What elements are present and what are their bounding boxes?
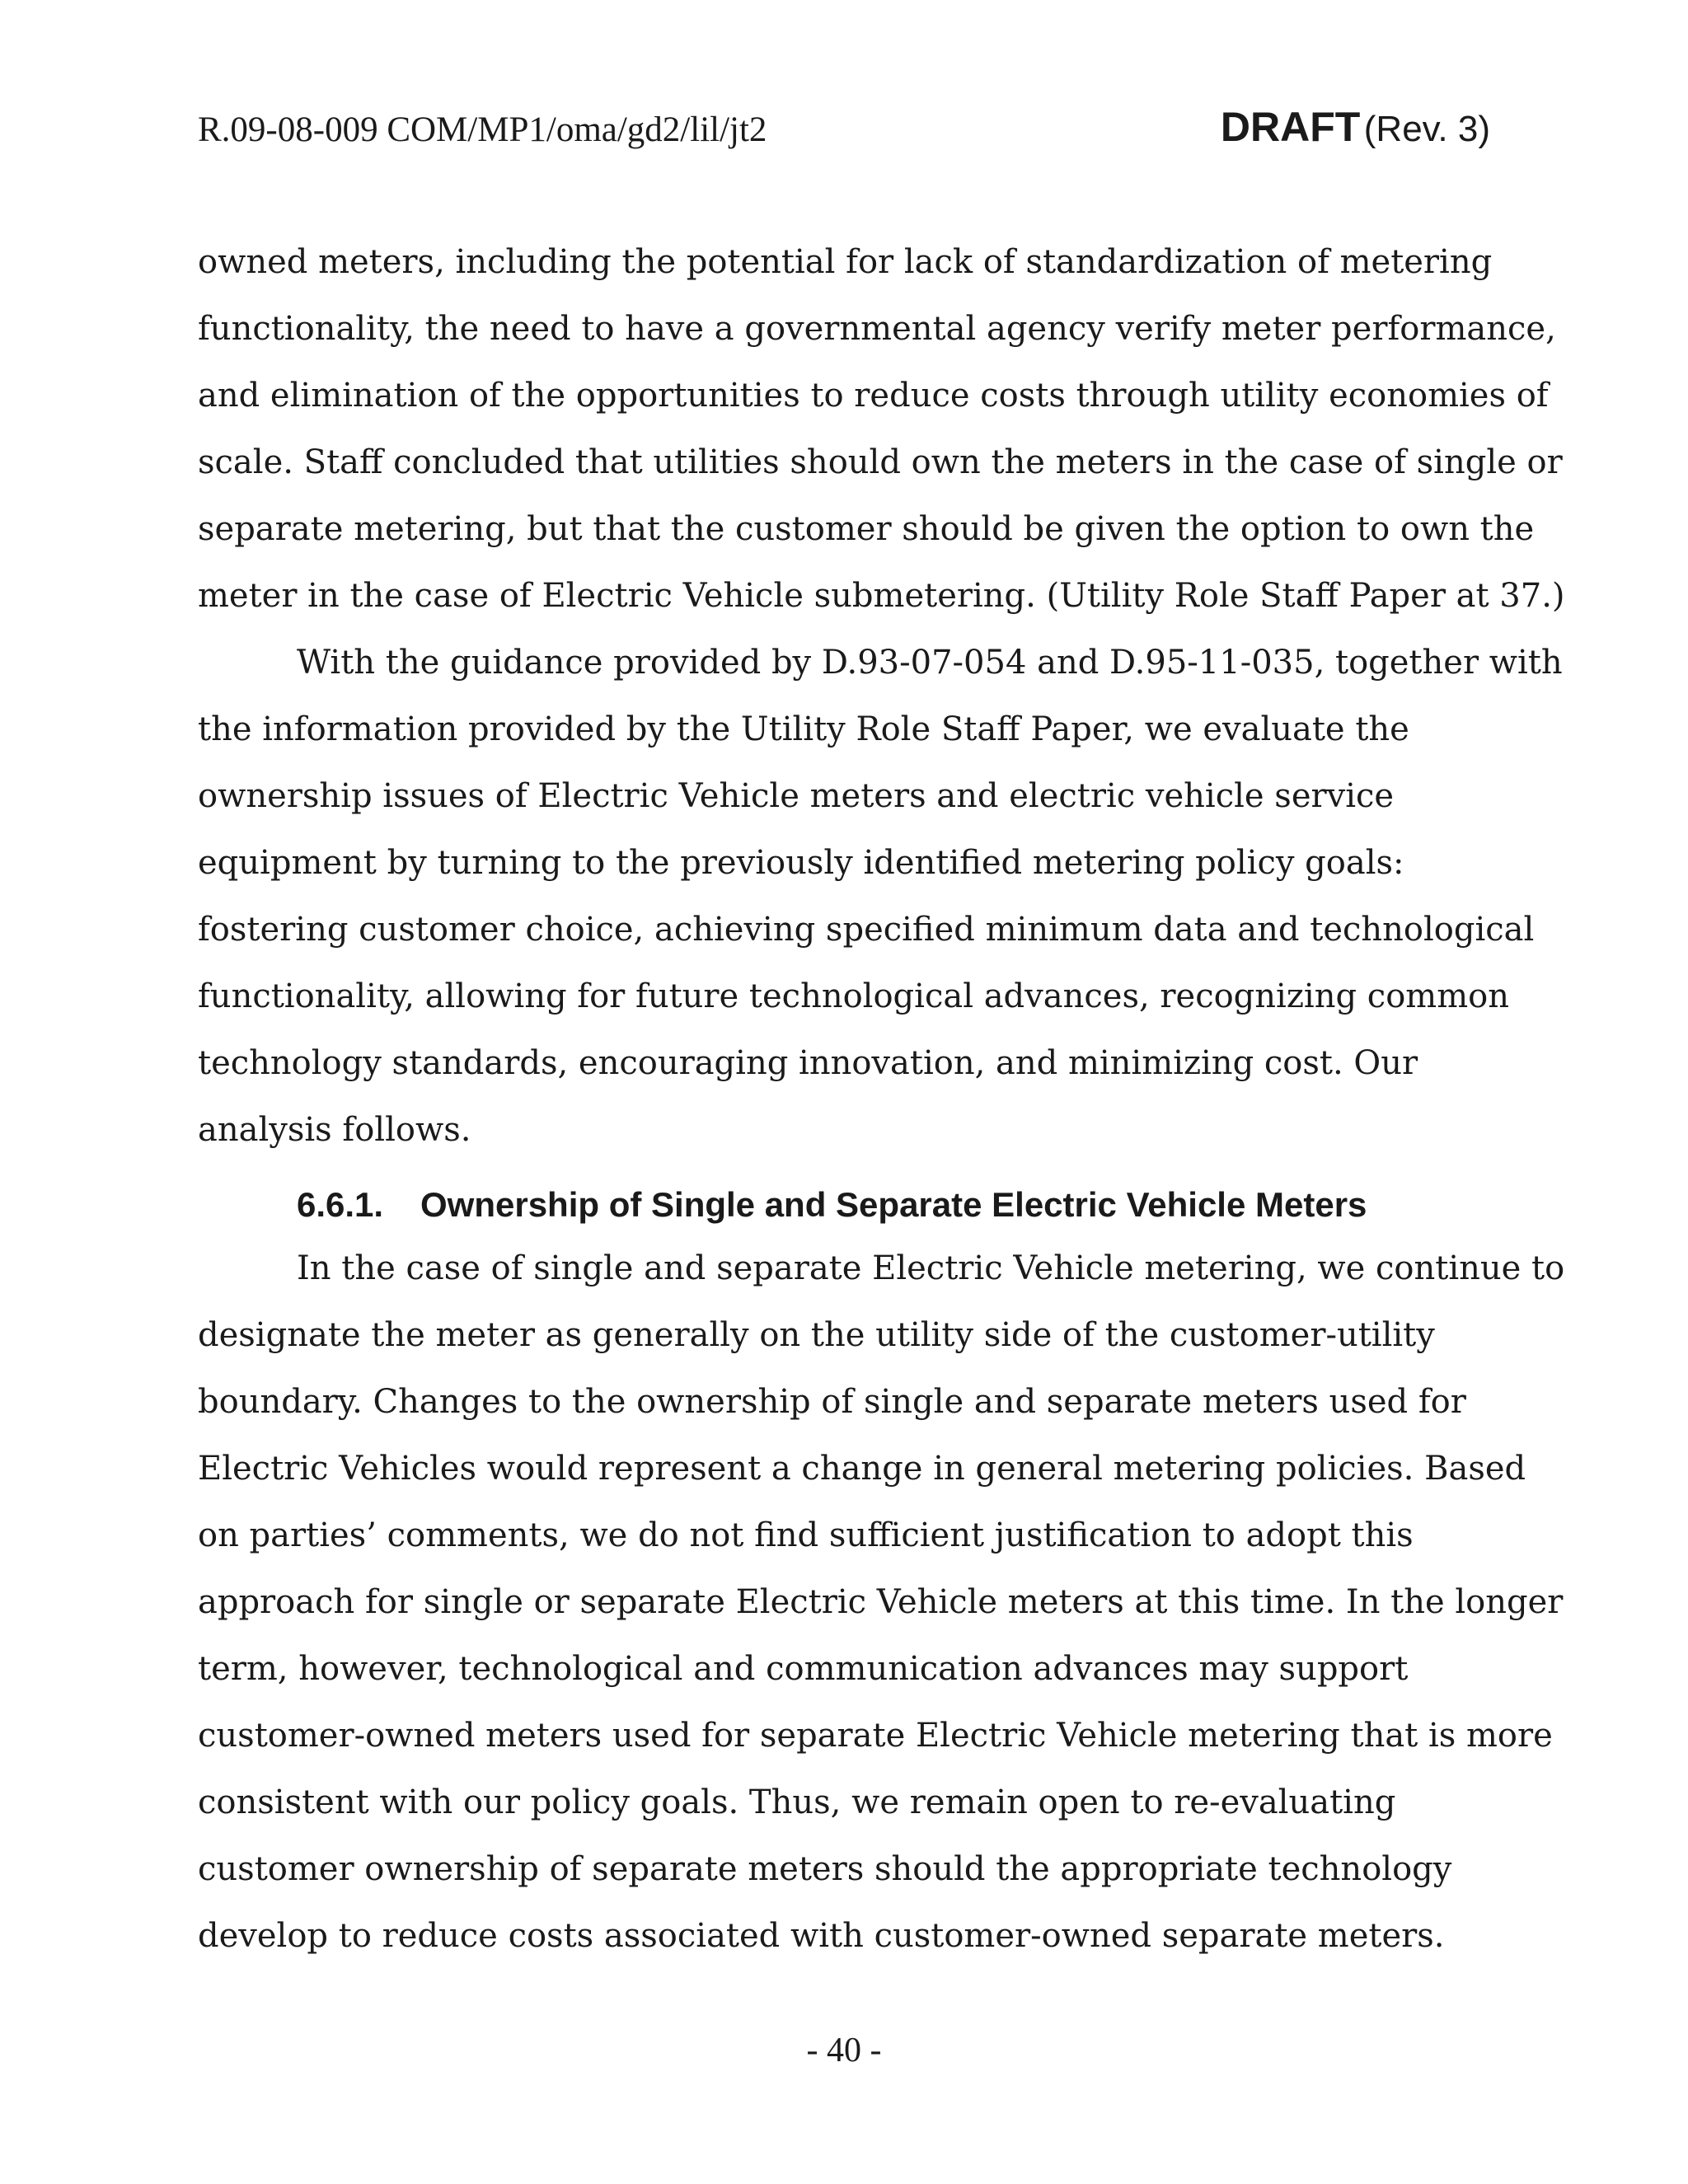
text-line: meter in the case of Electric Vehicle submetering. (Utility Role Staff Paper at 37.) — [198, 577, 1565, 615]
draft-header — [1221, 102, 1490, 162]
text-line: designate the meter as generally on the utility side of the customer-utility — [198, 1316, 1435, 1354]
text-line: separate metering, but that the customer should be given the option to own the — [198, 510, 1535, 548]
draft-label: DRAFT — [1220, 104, 1361, 150]
text-line: the information provided by the Utility Role Staff Paper, we evaluate the — [198, 710, 1409, 748]
text-line: In the case of single and separate Electric Vehicle metering, we continue to — [297, 1249, 1565, 1287]
text-line: owned meters, including the potential for lack of standardization of metering — [198, 243, 1493, 281]
text-line: scale. Staff concluded that utilities should own the meters in the case of single or — [198, 443, 1563, 481]
text-line: develop to reduce costs associated with customer-owned separate meters. — [198, 1917, 1445, 1955]
text-line: consistent with our policy goals. Thus, we remain open to re-evaluating — [198, 1783, 1396, 1821]
paragraph-continued — [198, 229, 1565, 630]
text-line: ownership issues of Electric Vehicle meters and electric vehicle service — [198, 777, 1395, 815]
text-line: term, however, technological and communication advances may support — [198, 1650, 1409, 1688]
text-line: functionality, the need to have a governmental agency verify meter performance, — [198, 310, 1556, 348]
page-number: - 40 - — [806, 2032, 882, 2069]
text-line: and elimination of the opportunities to reduce costs through utility economies of — [198, 377, 1549, 415]
docket-header: R.09-08-009 COM/MP1/oma/gd2/lil/jt2 — [198, 110, 767, 149]
section-title: Ownership of Single and Separate Electric Vehicle Meters — [420, 1185, 1367, 1224]
text-line: fostering customer choice, achieving specified minimum data and technological — [198, 911, 1535, 949]
text-line: analysis follows. — [198, 1111, 471, 1149]
paragraph-ownership — [198, 1235, 1565, 1970]
text-line: With the guidance provided by D.93-07-054 and D.95-11-035, together with — [297, 644, 1563, 682]
text-line: boundary. Changes to the ownership of single and separate meters used for — [198, 1383, 1466, 1421]
section-heading — [297, 1180, 1367, 1230]
paragraph-guidance — [198, 630, 1563, 1164]
text-line: approach for single or separate Electric Vehicle meters at this time. In the longer — [198, 1583, 1564, 1621]
text-line: equipment by turning to the previously identified metering policy goals: — [198, 844, 1404, 882]
text-line: Electric Vehicles would represent a change in general metering policies. Based — [198, 1450, 1526, 1488]
text-line: customer ownership of separate meters should the appropriate technology — [198, 1850, 1452, 1888]
revision-label: (Rev. 3) — [1363, 109, 1490, 149]
text-line: technology standards, encouraging innovation, and minimizing cost. Our — [198, 1044, 1418, 1082]
text-line: customer-owned meters used for separate Electric Vehicle metering that is more — [198, 1717, 1553, 1755]
section-number: 6.6.1. — [297, 1185, 384, 1224]
text-line: on parties’ comments, we do not find sufficient justification to adopt this — [198, 1516, 1414, 1554]
text-line: functionality, allowing for future technological advances, recognizing common — [198, 977, 1509, 1015]
